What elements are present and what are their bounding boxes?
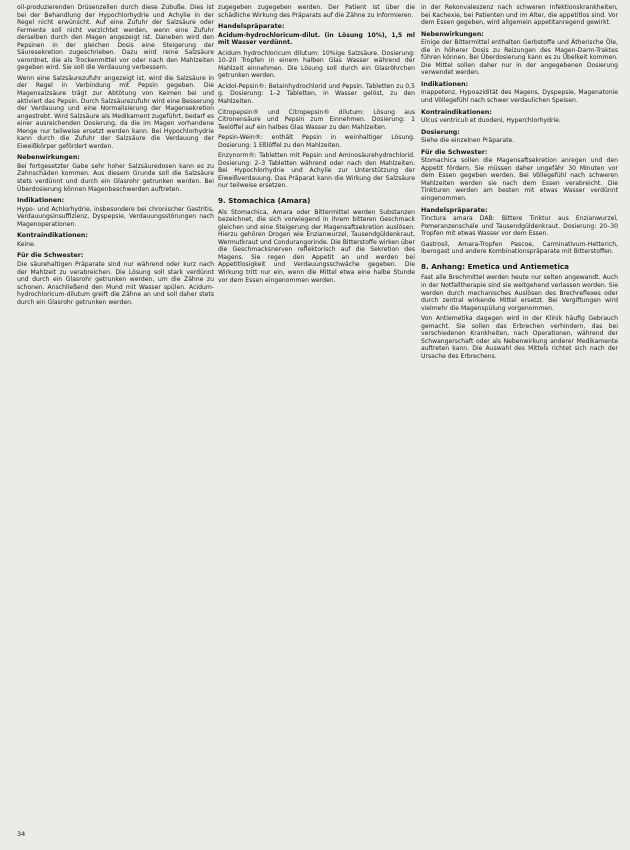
paragraph: Stomachica sollen die Magensaftsekretion anregen und den Appetit fördern. Sie müssen daher ungefähr 30 Minuten vor dem Essen gegeben werden. Bei Völlegefühl nach schweren Mahlzeiten werden sie nach dem Essen verabreicht. Die Tinkturen werden am besten mit etwas Wasser verdünnt eingenommen. xyxy=(421,157,618,203)
paragraph: Siehe die einzelnen Präparate. xyxy=(421,137,515,145)
text-column-middle xyxy=(218,4,415,842)
paragraph: Inappetenz, Hypoazidität des Magens, Dyspepsie, Magenatonie und Völlegefühl nach schwer verdaulichen Speisen. xyxy=(421,89,618,105)
paragraph: Bei fortgesetzter Gabe sehr hoher Salzsäuredosen kann es zu Zahnschäden kommen. Aus diesem Grunde soll die Salzsäure stets verdünnt und durch ein Glasrohr getrunken werden. Bei Überdosierung können Magenbeschwerden auftreten. xyxy=(17,162,214,193)
section-heading: Kontraindikationen: xyxy=(421,108,492,116)
section-heading: Dosierung: xyxy=(421,128,460,136)
chapter-heading: 9. Stomachica (Amara) xyxy=(218,196,311,206)
paragraph: oil-produzierenden Drüsenzellen durch diese Zubuße. Dies ist bei der Behandlung der Hypochlorhydrie und Achylie in der Regel nicht erwünscht. Auf eine Zufuhr der Salzsäure oder Fermente soll nicht verzichtet werden, wenn eine Zufuhr derselben durch den Magen angezeigt ist. Daneben wird den Pepsinen in der gleichen Dosis eine Steigerung der Säuresekretion zugeschrieben. Dazu wird reine Salzsäure verordnet, die als Trockenmittel vor oder nach den Mahlzeiten gegeben wird. Sie soll die Verdauung verbessern. xyxy=(17,4,214,72)
paragraph: Acidum hydrochloricum dilutum: 10%ige Salzsäure. Dosierung: 10–20 Tropfen in einem halben Glas Wasser während der Mahlzeit einnehmen. Die Lösung soll durch ein Glasröhrchen getrunken werden. xyxy=(218,49,415,80)
paragraph: Enzynorm®: Tabletten mit Pepsin und Aminosäurehydrochlorid. Dosierung: 2–3 Tabletten während oder nach den Mahlzeiten. Bei Hypochlorhydrie und Achylie zur Unterstützung der Eiweißverdauung. Das Präparat kann die Wirkung der Salzsäure nur teilweise ersetzen. xyxy=(218,152,415,190)
paragraph: Hypo- und Achlorhydrie, insbesondere bei chronischer Gastritis, Verdauungsinsuffizienz, Dyspepsie, Verdauungsstörungen nach Magenoperationen. xyxy=(17,205,214,228)
paragraph: Fast alle Brechmittel werden heute nur selten angewandt. Auch in der Notfalltherapie sind sie weitgehend verlassen worden. Sie werden durch mechanisches Auslösen des Brechreflexes oder durch zentral wirkende Mittel ersetzt. Bei Vergiftungen wird vielmehr die Magenspülung vorgenommen. xyxy=(421,274,618,312)
paragraph: Citropepsin® und Citropepsin® dilutum: Lösung aus Citronensäure und Pepsin zum Einnehmen. Dosierung: 1 Teelöffel auf ein halbes Glas Wasser zu den Mahlzeiten. xyxy=(218,108,415,131)
section-heading: Handelspräparate: xyxy=(421,206,488,214)
section-heading: Indikationen: xyxy=(421,80,469,88)
section-heading: Indikationen: xyxy=(17,197,65,205)
paragraph: Wenn eine Salzsäurezufuhr angezeigt ist, wird die Salzsäure in der Regel in Verbindung mit Pepsin gegeben. Die Magensalzsäure trägt zur Abtötung von Keimen bei und aktiviert das Pepsin. Durch Salzsäurezufuhr wird eine Besserung der Verdauung und eine Normalisierung der Magensekretion angestrebt. Wird Salzsäure als Medikament zugeführt, bedarf es einer ausreichenden Dosierung, da die im Magen vorhandene Menge nur teilweise ersetzt werden kann. Bei Hypochlorhydrie kann durch die Zufuhr der Salzsäure die Verdauung der Eiweißkörper gefördert werden. xyxy=(17,74,214,150)
paragraph: Einige der Bittermittel enthalten Gerbstoffe und Ätherische Öle, die in höherer Dosis zu Reizungen des Magen-Darm-Traktes führen können. Bei Überdosierung kann es zu Übelkeit kommen. Die Mittel sollen daher nur in der angegebenen Dosierung verwendet werden. xyxy=(421,39,618,77)
paragraph: zugegeben zugegeben werden. Der Patient ist über die schädliche Wirkung des Präparats auf die Zähne zu informieren. xyxy=(218,4,415,19)
text-column-left xyxy=(17,4,214,842)
page-number: 34 xyxy=(17,830,26,838)
paragraph: Ulcus ventriculi et duodeni, Hyperchlorhydrie. xyxy=(421,117,561,125)
paragraph: Als Stomachica, Amara oder Bittermittel werden Substanzen bezeichnet, die sich vorwiegend in ihrem bitteren Geschmack gleichen und eine Steigerung der Magensaftsekretion auslösen. Hierzu gehören Drogen wie Enzianwurzel, Tausendgüldenkraut, Wermutkraut und Condurangorinde. Die Bitterstoffe wirken über die Geschmacksnerven reflektorisch auf die Sekretion des Magens. Sie regen den Appetit an und werden bei Appetitlosigkeit und Verdauungsschwäche gegeben. Die Wirkung tritt nur ein, wenn die Mittel etwa eine halbe Stunde vor dem Essen eingenommen werden. xyxy=(218,208,415,284)
paragraph: Keine. xyxy=(17,240,36,248)
paragraph: Pepsin-Wein®: enthält Pepsin in weinhaltiger Lösung. Dosierung: 1 Eßlöffel zu den Mahlzeiten. xyxy=(218,134,415,149)
paragraph: Acidum-hydrochloricum-dilut. (in Lösung 10%), 1,5 ml mit Wasser verdünnt. xyxy=(218,31,415,47)
paragraph: Die säurehaltigen Präparate sind nur während oder kurz nach der Mahlzeit zu verabreichen. Die Lösung soll stark verdünnt und durch ein Glasrohr getrunken werden, um die Zähne zu schonen. Anschließend den Mund mit Wasser spülen. Acidum-hydrochloricum-dilutum greift die Zähne an und soll daher stets durch ein Glasrohr getrunken werden. xyxy=(17,260,214,306)
paragraph: in der Rekonvaleszenz nach schweren Infektionskrankheiten, bei Kachexie, bei Patienten und im Alter, die appetitlos sind. Vor dem Essen gegeben, wird allgemein appetitanregend gewirkt. xyxy=(421,4,618,27)
section-heading: Kontraindikationen: xyxy=(17,232,88,240)
chapter-heading: 8. Anhang: Emetica und Antiemetica xyxy=(421,261,570,271)
section-heading: Nebenwirkungen: xyxy=(421,30,484,38)
paragraph: Von Antiemetika dagegen wird in der Klinik häufig Gebrauch gemacht. Sie sollen das Erbrechen verhindern, das bei verschiedenen Krankheiten, nach Operationen, während der Schwangerschaft oder als Nebenwirkung anderer Medikamente auftreten kann. Die Auswahl des Mittels richtet sich nach der Ursache des Erbrechens. xyxy=(421,315,618,360)
paragraph: Tinctura amara DAB: Bittere Tinktur aus Enzianwurzel, Pomeranzenschale und Tausendgüldenkraut. Dosierung: 20–30 Tropfen mit etwas Wasser vor dem Essen. xyxy=(421,215,618,238)
paragraph: Gastrosil, Amara-Tropfen Pascoe, Carminativum-Hetterich, Iberogast und andere Kombinationspräparate mit Bitterstoffen. xyxy=(421,240,618,256)
section-heading: Handelspräparate: xyxy=(218,23,285,31)
section-heading: Nebenwirkungen: xyxy=(17,154,80,162)
section-heading: Für die Schwester: xyxy=(421,148,488,156)
text-column-right xyxy=(421,4,618,842)
paragraph: Acidol-Pepsin®: Betainhydrochlorid und Pepsin. Tabletten zu 0,5 g. Dosierung: 1–2 Tabletten, in Wasser gelöst, zu den Mahlzeiten. xyxy=(218,82,415,106)
section-heading: Für die Schwester: xyxy=(17,252,84,260)
